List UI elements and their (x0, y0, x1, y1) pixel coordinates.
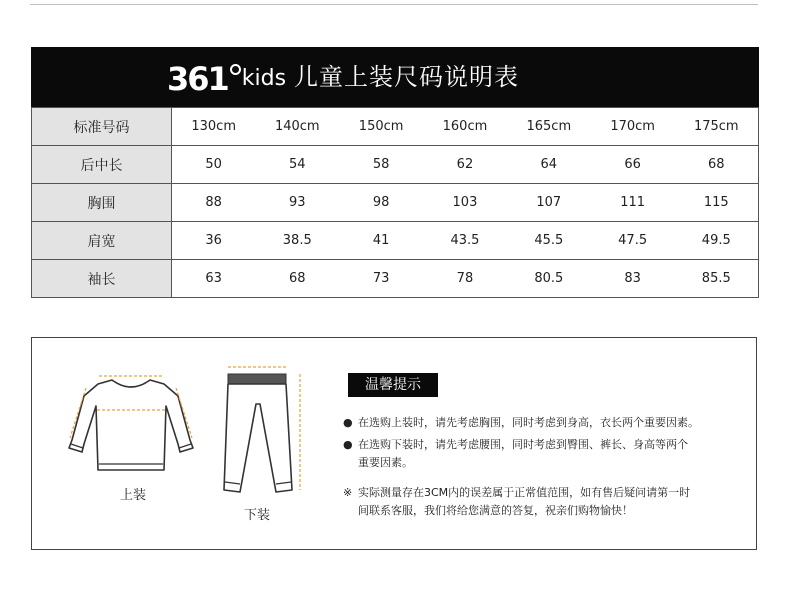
tip-text: 在选购上装时，请先考虑胸围，同时考虑到身高，衣长两个重要因素。 (358, 416, 699, 429)
table-cell: 103 (423, 184, 507, 222)
tip-text-continued: 间联系客服，我们将给您满意的答复，祝亲们购物愉快！ (358, 504, 633, 517)
tip-item (343, 484, 738, 520)
pants-outline (224, 384, 292, 492)
row-label: 肩宽 (32, 222, 172, 260)
table-cell: 63 (172, 260, 256, 298)
row-label: 胸围 (32, 184, 172, 222)
table-cell: 83 (591, 260, 675, 298)
row-label: 袖长 (32, 260, 172, 298)
top-caption: 上装 (120, 488, 147, 503)
note-mark: ※ (343, 486, 353, 499)
left-cuff (71, 444, 83, 448)
table-cell: 140cm (255, 108, 339, 146)
table-cell: 107 (507, 184, 591, 222)
tips-heading: 温馨提示 (348, 373, 438, 397)
title-banner (31, 47, 759, 107)
table-cell: 80.5 (507, 260, 591, 298)
table-cell: 41 (339, 222, 423, 260)
table-cell: 36 (172, 222, 256, 260)
table-row (32, 184, 759, 222)
table-cell: 85.5 (675, 260, 759, 298)
table-cell: 68 (675, 146, 759, 184)
chart-title: 儿童上装尺码说明表 (294, 63, 519, 91)
table-cell: 47.5 (591, 222, 675, 260)
table-row (32, 108, 759, 146)
table-cell: 150cm (339, 108, 423, 146)
tip-text-continued: 重要因素。 (358, 456, 413, 469)
table-cell: 66 (591, 146, 675, 184)
table-cell: 62 (423, 146, 507, 184)
table-cell: 115 (675, 184, 759, 222)
bottom-garment-diagram (218, 364, 308, 506)
right-cuff (179, 444, 191, 448)
left-leg-cuff (225, 482, 240, 484)
table-cell: 38.5 (255, 222, 339, 260)
right-leg-cuff (276, 482, 291, 484)
table-row (32, 260, 759, 298)
brand-degree-mark (230, 64, 241, 75)
table-cell: 58 (339, 146, 423, 184)
table-cell: 68 (255, 260, 339, 298)
table-row (32, 222, 759, 260)
tip-item (343, 436, 738, 472)
table-cell: 73 (339, 260, 423, 298)
table-cell: 111 (591, 184, 675, 222)
table-cell: 98 (339, 184, 423, 222)
shirt-outline (69, 380, 193, 470)
table-cell: 54 (255, 146, 339, 184)
bullet-dot: ● (343, 416, 353, 429)
table-cell: 50 (172, 146, 256, 184)
row-label: 后中长 (32, 146, 172, 184)
tip-text: 在选购下装时，请先考虑腰围，同时考虑到臀围、裤长、身高等两个 (358, 438, 688, 451)
table-cell: 175cm (675, 108, 759, 146)
row-label: 标准号码 (32, 108, 172, 146)
brand-logo (167, 57, 286, 97)
brand-suffix: kids (241, 66, 287, 91)
table-cell: 130cm (172, 108, 256, 146)
table-cell: 64 (507, 146, 591, 184)
table-cell: 93 (255, 184, 339, 222)
tip-text: 实际测量存在3CM内的误差属于正常值范围，如有售后疑问请第一时 (358, 486, 691, 499)
table-cell: 43.5 (423, 222, 507, 260)
waistband (228, 374, 286, 384)
right-sleeve-line (176, 388, 192, 438)
table-row (32, 146, 759, 184)
size-table (31, 107, 759, 298)
tips-panel (31, 337, 757, 550)
table-cell: 49.5 (675, 222, 759, 260)
table-cell: 165cm (507, 108, 591, 146)
top-divider (30, 4, 758, 5)
bottom-caption: 下装 (244, 508, 271, 523)
table-cell: 78 (423, 260, 507, 298)
tip-item (343, 414, 738, 432)
table-cell: 160cm (423, 108, 507, 146)
top-garment-diagram (66, 374, 196, 478)
table-cell: 170cm (591, 108, 675, 146)
table-cell: 88 (172, 184, 256, 222)
table-cell: 45.5 (507, 222, 591, 260)
size-chart (31, 47, 759, 298)
bullet-dot: ● (343, 438, 353, 451)
brand-number: 361 (167, 60, 228, 98)
left-sleeve-line (70, 388, 86, 438)
